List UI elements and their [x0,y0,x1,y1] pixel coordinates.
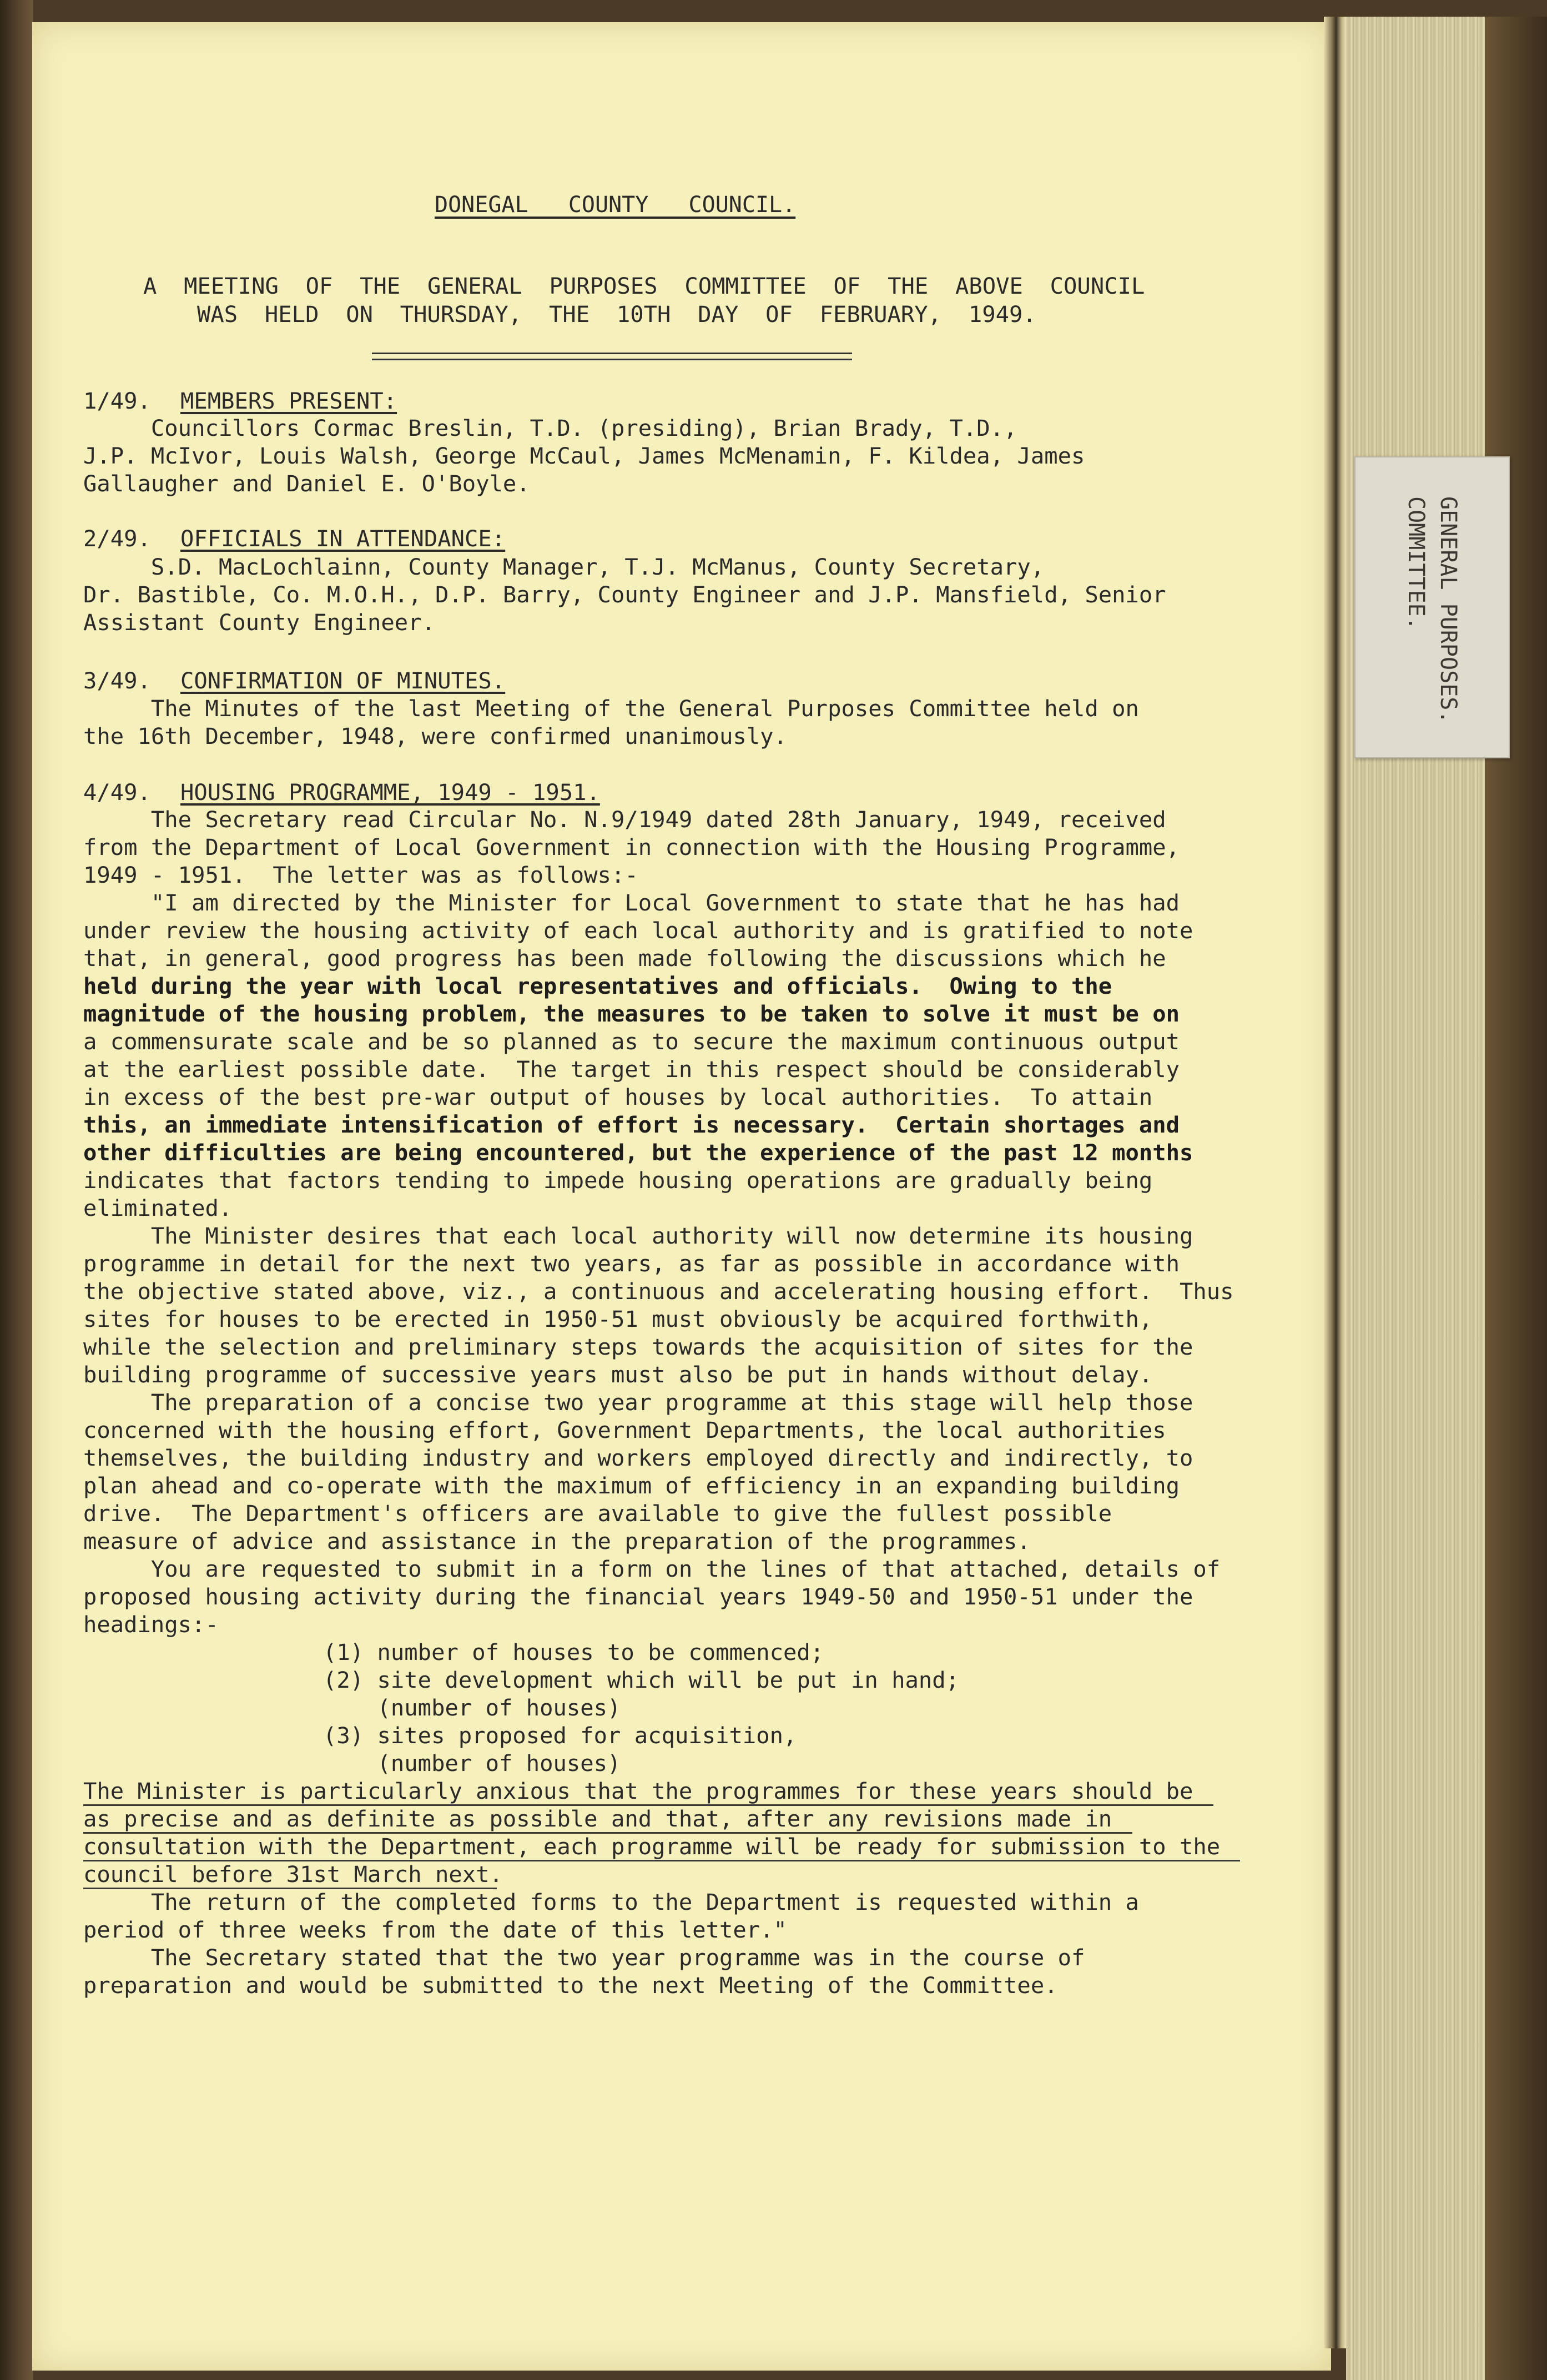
heading-list-item: (number of houses) [323,1750,621,1777]
heading-list-item: (number of houses) [323,1694,621,1721]
item-line: proposed housing activity during the financial years 1949-50 and 1950-51 under the [83,1583,1193,1610]
heading-list-item: (2) site development which will be put in hand; [323,1667,960,1693]
item-line: indicates that factors tending to impede housing operations are gradually being [83,1167,1153,1194]
separator-bottom [372,359,852,360]
tab-label-line2: COMMITTEE. [1403,496,1429,630]
separator-top [372,353,852,354]
item-line: The Minutes of the last Meeting of the General Purposes Committee held on [83,695,1139,722]
index-tab[interactable] [1354,456,1510,758]
item-line: a commensurate scale and be so planned as to secure the maximum continuous output [83,1028,1180,1055]
item-line: 1949 - 1951. The letter was as follows:- [83,862,638,888]
underlined-line: The Minister is particularly anxious that the programmes for these years should be [83,1778,1193,1804]
item-line: that, in general, good progress has been made following the discussions which he [83,945,1166,972]
item-line: themselves, the building industry and workers employed directly and indirectly, to [83,1445,1193,1471]
item-line: under review the housing activity of each local authority and is gratified to note [83,917,1193,944]
tab-label-line1: GENERAL PURPOSES. [1435,496,1461,724]
meeting-line-2: WAS HELD ON THURSDAY, THE 10TH DAY OF FEBRUARY, 1949. [197,301,1036,328]
underlined-line: council before 31st March next. [83,1861,503,1888]
item-line: S.D. MacLochlainn, County Manager, T.J. McManus, County Secretary, [83,554,1045,580]
closing-line: preparation and would be submitted to the next Meeting of the Committee. [83,1972,1058,1999]
heading-list-item: (3) sites proposed for acquisition, [323,1722,797,1749]
item-line: J.P. McIvor, Louis Walsh, George McCaul, James McMenamin, F. Kildea, James [83,442,1085,469]
closing-line: The Secretary stated that the two year programme was in the course of [83,1944,1085,1971]
item-line: while the selection and preliminary steps towards the acquisition of sites for the [83,1334,1193,1360]
item-line: eliminated. [83,1195,233,1221]
item-line: magnitude of the housing problem, the measures to be taken to solve it must be on [83,1000,1180,1027]
item-heading: MEMBERS PRESENT: [180,388,397,414]
item-line: The Secretary read Circular No. N.9/1949 dated 28th January, 1949, received [83,806,1166,833]
book-binding [1324,17,1346,2348]
meeting-line-1: A MEETING OF THE GENERAL PURPOSES COMMITTEE OF THE ABOVE COUNCIL [143,273,1145,299]
item-line: measure of advice and assistance in the preparation of the programmes. [83,1528,1031,1554]
item-line: at the earliest possible date. The target in this respect should be considerably [83,1056,1180,1083]
item-number: 1/49. [83,388,151,414]
item-line: headings:- [83,1611,219,1638]
item-heading: OFFICIALS IN ATTENDANCE: [180,525,506,552]
item-number: 2/49. [83,525,151,552]
item-line: Assistant County Engineer. [83,609,435,636]
item-line: concerned with the housing effort, Government Departments, the local authorities [83,1417,1166,1443]
heading-list-item: (1) number of houses to be commenced; [323,1639,824,1666]
item-line: the objective stated above, viz., a continuous and accelerating housing effort. Thus [83,1278,1234,1305]
item-line: building programme of successive years must also be put in hands without delay. [83,1361,1153,1388]
item-line: sites for houses to be erected in 1950-51 must obviously be acquired forthwith, [83,1306,1153,1332]
item-line: Gallaugher and Daniel E. O'Boyle. [83,470,530,497]
closing-line: period of three weeks from the date of this letter." [83,1916,787,1943]
item-line: Dr. Bastible, Co. M.O.H., D.P. Barry, County Engineer and J.P. Mansfield, Senior [83,581,1166,608]
item-line: the 16th December, 1948, were confirmed unanimously. [83,723,787,749]
item-line: The preparation of a concise two year programme at this stage will help those [83,1389,1193,1416]
item-number: 3/49. [83,667,151,694]
item-line: from the Department of Local Government in connection with the Housing Programme, [83,834,1180,861]
item-line: drive. The Department's officers are available to give the fullest possible [83,1500,1112,1527]
item-heading: CONFIRMATION OF MINUTES. [180,667,506,694]
item-line: held during the year with local representatives and officials. Owing to the [83,973,1112,999]
closing-line: The return of the completed forms to the Department is requested within a [83,1889,1139,1915]
item-line: The Minister desires that each local authority will now determine its housing [83,1222,1193,1249]
item-line: plan ahead and co-operate with the maximum of efficiency in an expanding building [83,1472,1180,1499]
item-line: this, an immediate intensification of effort is necessary. Certain shortages and [83,1111,1180,1138]
item-line: programme in detail for the next two years, as far as possible in accordance with [83,1250,1180,1277]
book-spine-left [0,0,33,2380]
item-line: "I am directed by the Minister for Local Government to state that he has had [83,889,1180,916]
council-title: DONEGAL COUNTY COUNCIL. [435,192,796,218]
item-number: 4/49. [83,779,151,806]
page-edges [1346,17,1547,2380]
item-line: Councillors Cormac Breslin, T.D. (presiding), Brian Brady, T.D., [83,415,1017,441]
underlined-line: consultation with the Department, each programme will be ready for submission to the [83,1833,1221,1860]
underlined-line: as precise and as definite as possible and that, after any revisions made in [83,1805,1112,1832]
item-line: You are requested to submit in a form on the lines of that attached, details of [83,1556,1221,1582]
item-line: other difficulties are being encountered, but the experience of the past 12 months [83,1139,1193,1166]
item-line: in excess of the best pre-war output of houses by local authorities. To attain [83,1084,1153,1110]
item-heading: HOUSING PROGRAMME, 1949 - 1951. [180,779,600,806]
